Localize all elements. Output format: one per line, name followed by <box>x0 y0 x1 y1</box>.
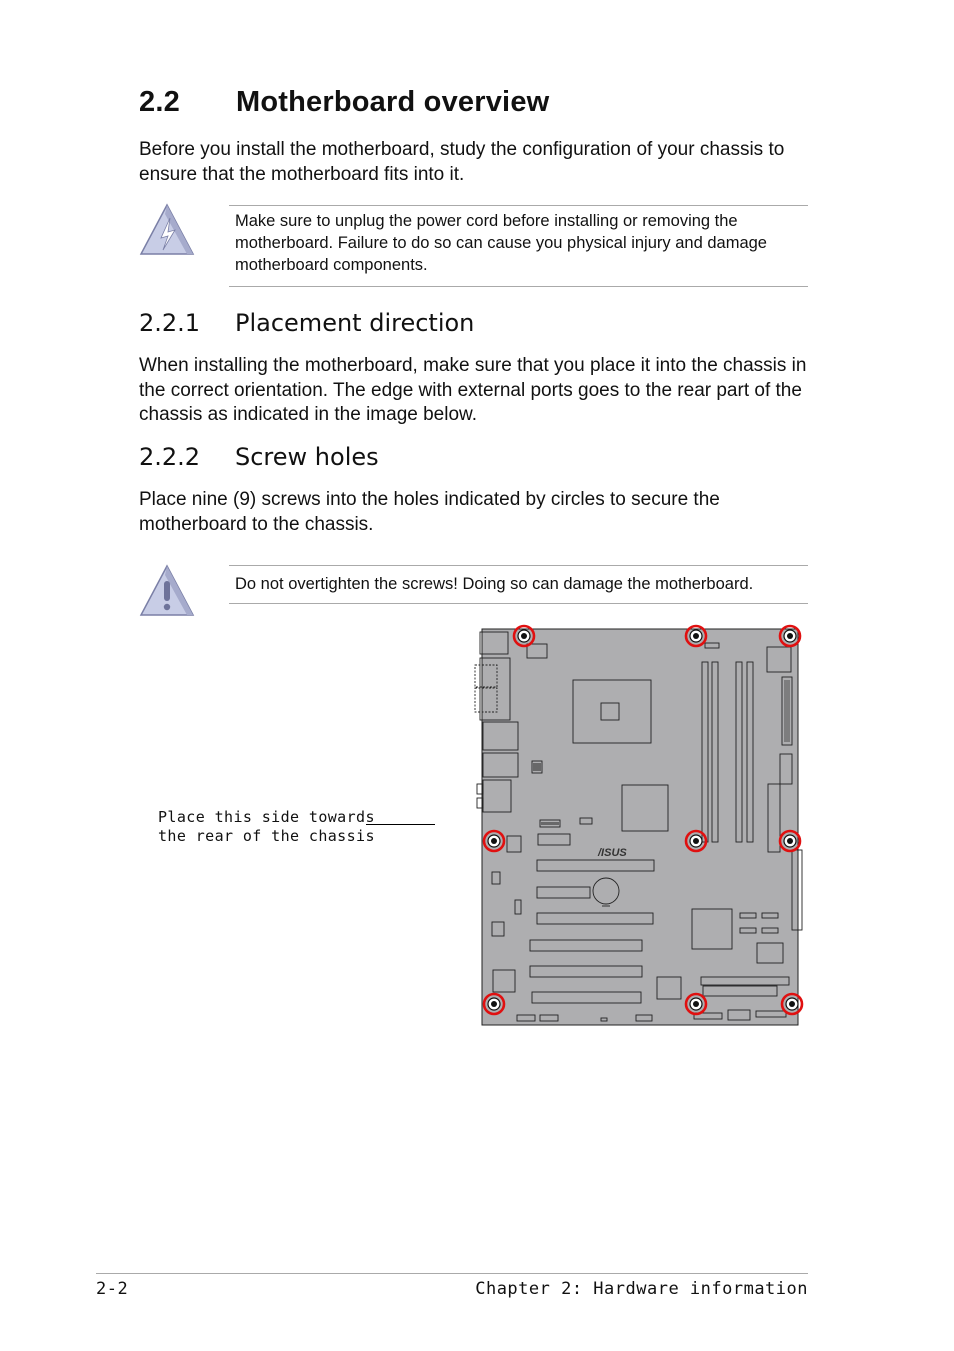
intro-paragraph: Before you install the motherboard, study the configuration of your chassis to ensure that the motherboard fits into it. <box>139 139 785 185</box>
screws-paragraph: Place nine (9) screws into the holes indicated by circles to secure the motherboard to the chassis. <box>139 489 720 535</box>
section-title: Motherboard overview <box>236 86 550 118</box>
asus-logo: /ISUS <box>598 847 627 859</box>
motherboard-diagram <box>470 620 810 1032</box>
subsection-number: 2.2.2 <box>139 443 201 471</box>
caption-leader-line <box>366 824 435 825</box>
caution-text-overtighten: Do not overtighten the screws! Doing so can damage the motherboard. <box>235 575 754 593</box>
subsection-heading-placement <box>139 309 474 337</box>
warning-exclamation-icon <box>137 561 197 619</box>
footer-page-number: 2-2 <box>96 1279 129 1299</box>
rear-side-caption <box>158 808 375 846</box>
caution-text-power: Make sure to unplug the power cord before installing or removing the motherboard. Failure to do so can cause you physical injury and damage motherboard components. <box>235 212 767 274</box>
section-number: 2.2 <box>139 86 180 118</box>
caution-note-power <box>229 205 808 287</box>
caption-line-2: the rear of the chassis <box>158 827 375 845</box>
placement-paragraph: When installing the motherboard, make sure that you place it into the chassis in the correct orientation. The edge with external ports goes to the rear part of the chassis as indicated in the image below. <box>139 355 807 425</box>
subsection-heading-screws <box>139 443 379 471</box>
subsection-title: Placement direction <box>235 309 475 337</box>
footer-chapter-title: Chapter 2: Hardware information <box>475 1279 808 1299</box>
warning-lightning-icon <box>137 200 197 258</box>
subsection-number: 2.2.1 <box>139 309 201 337</box>
caption-line-1: Place this side towards <box>158 808 375 826</box>
subsection-title: Screw holes <box>235 443 379 471</box>
footer-rule <box>96 1273 808 1274</box>
section-heading <box>139 86 549 119</box>
caution-note-overtighten <box>229 565 808 604</box>
